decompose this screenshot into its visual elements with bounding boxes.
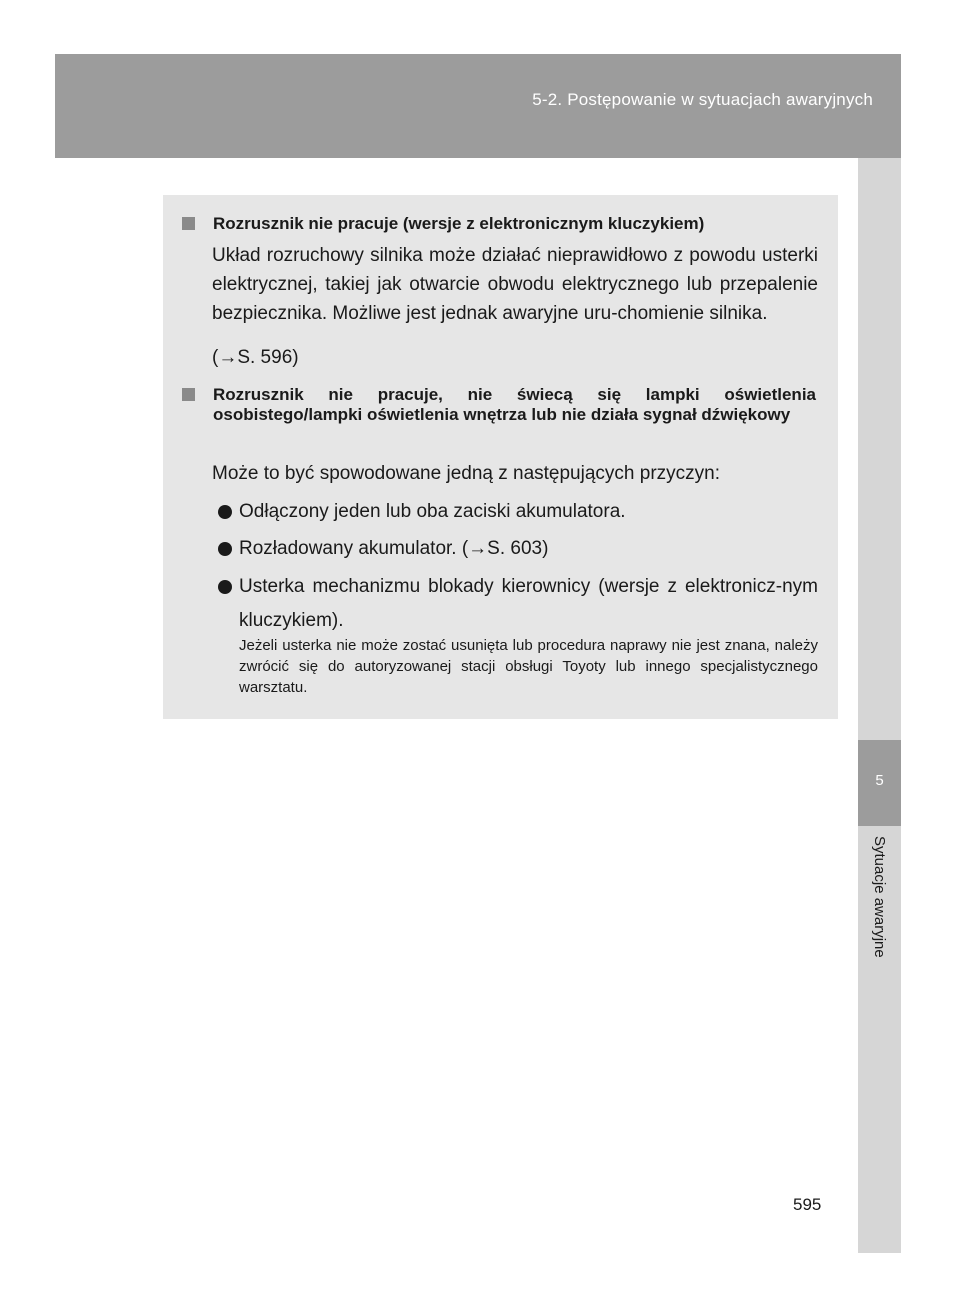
- header-band: [55, 54, 901, 158]
- list-item: [212, 570, 818, 638]
- page-number: 595: [793, 1195, 822, 1214]
- chapter-label-text: Sytuacje awaryjne: [870, 836, 888, 958]
- square-bullet-icon: [182, 388, 195, 401]
- page-reference: (→S. 596): [212, 347, 299, 368]
- bullet-dot-icon: [218, 580, 232, 594]
- chapter-label: [858, 836, 901, 1006]
- paragraph-possible-causes: Może to być spowodowane jedną z następujących przyczyn:: [212, 463, 720, 484]
- info-box: [163, 195, 838, 719]
- heading-starter-lights-horn: [182, 385, 816, 425]
- list-item-text: Odłączony jeden lub oba zaciski akumulatora.: [239, 501, 626, 522]
- section-title: 5-2. Postępowanie w sytuacjach awaryjnych: [532, 90, 873, 109]
- chapter-number: 5: [875, 772, 884, 789]
- paragraph-starter-cause: Układ rozruchowy silnika może działać nieprawidłowo z powodu usterki elektrycznej, takiej jak otwarcie obwodu elektrycznego lub przepalenie bezpiecznika. Możliwe jest jednak awaryjne uru-chomienie silnika.: [212, 245, 818, 324]
- chapter-tab: [858, 740, 901, 826]
- note-text: Jeżeli usterka nie może zostać usunięta lub procedura naprawy nie jest znana, należy zwrócić się do autoryzowanej stacji obsługi Toyoty lub innego specjalistycznego warsztatu.: [239, 637, 818, 696]
- list-item: [212, 495, 818, 529]
- bullet-dot-icon: [218, 505, 232, 519]
- list-item-text: Usterka mechanizmu blokady kierownicy (wersje z elektronicz-nym kluczykiem).: [239, 576, 818, 631]
- square-bullet-icon: [182, 217, 195, 230]
- heading-starter-electronic-key: [182, 214, 816, 234]
- list-item-text: Rozładowany akumulator. (→S. 603): [239, 538, 549, 559]
- list-item: [212, 532, 818, 566]
- heading-text: Rozrusznik nie pracuje, nie świecą się lampki oświetlenia osobistego/lampki oświetlenia wnętrza lub nie działa sygnał dźwiękowy: [213, 385, 816, 424]
- heading-text: Rozrusznik nie pracuje (wersje z elektronicznym kluczykiem): [213, 214, 705, 233]
- side-tab: [858, 158, 901, 1253]
- bullet-dot-icon: [218, 542, 232, 556]
